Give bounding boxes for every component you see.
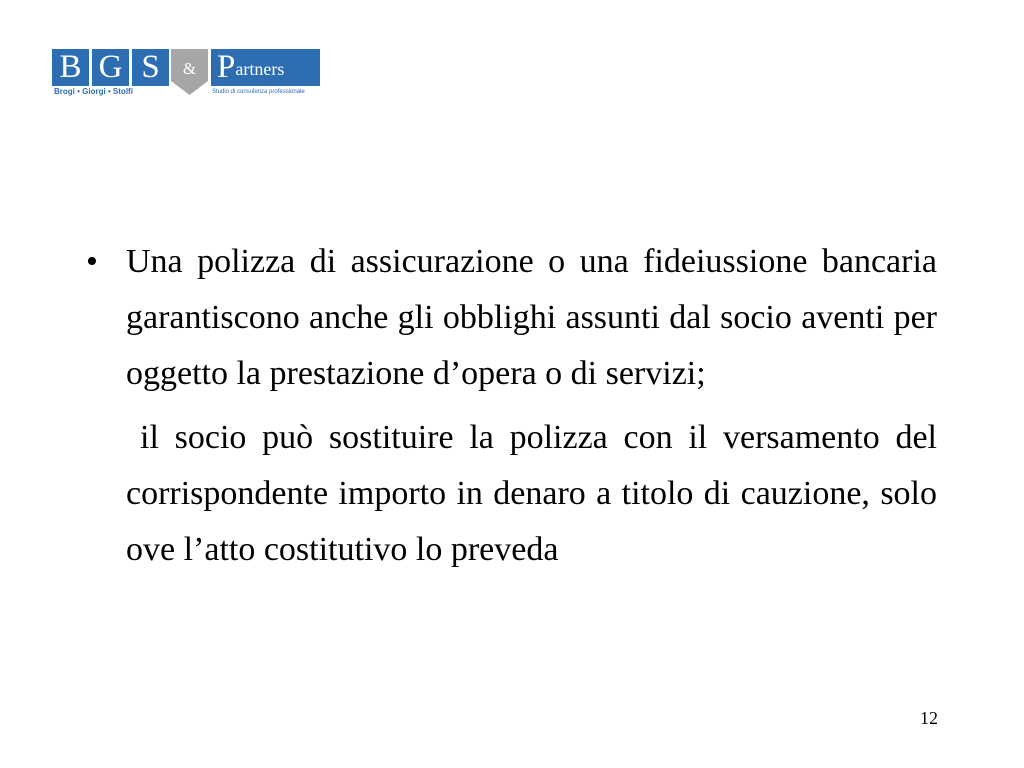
slide-body xyxy=(86,234,937,578)
bullet-text: Una polizza di assicurazione o una fideiussione bancaria garantiscono anche gli obblighi assunti dal socio aventi per oggetto la prestazione d’opera o di servizi; xyxy=(126,243,937,392)
logo-tagline-studio: Studio di consulenza professionale xyxy=(212,89,305,95)
company-logo xyxy=(50,47,325,102)
continuation-text: il socio può sostituire la polizza con il versamento del corrispondente importo in denaro a titolo di cauzione, solo ove l’atto costitutivo lo preveda xyxy=(126,419,937,568)
logo-ampersand: & xyxy=(182,59,197,78)
bullet-item xyxy=(86,234,937,402)
logo-partners xyxy=(211,49,320,86)
logo-partners-initial: P xyxy=(217,49,236,85)
continuation-text-wrapper xyxy=(126,410,937,578)
logo-partners-rest: artners xyxy=(235,59,285,79)
logo-letter-b: B xyxy=(52,49,89,86)
logo-letter-g: G xyxy=(92,49,129,86)
logo-letter-s: S xyxy=(132,49,169,86)
logo-tagline-names: Brogi • Giorgi • Stolfi xyxy=(54,87,133,96)
continuation-paragraph xyxy=(86,410,937,578)
bullet-icon: • xyxy=(86,243,98,280)
page-number: 12 xyxy=(920,708,938,728)
